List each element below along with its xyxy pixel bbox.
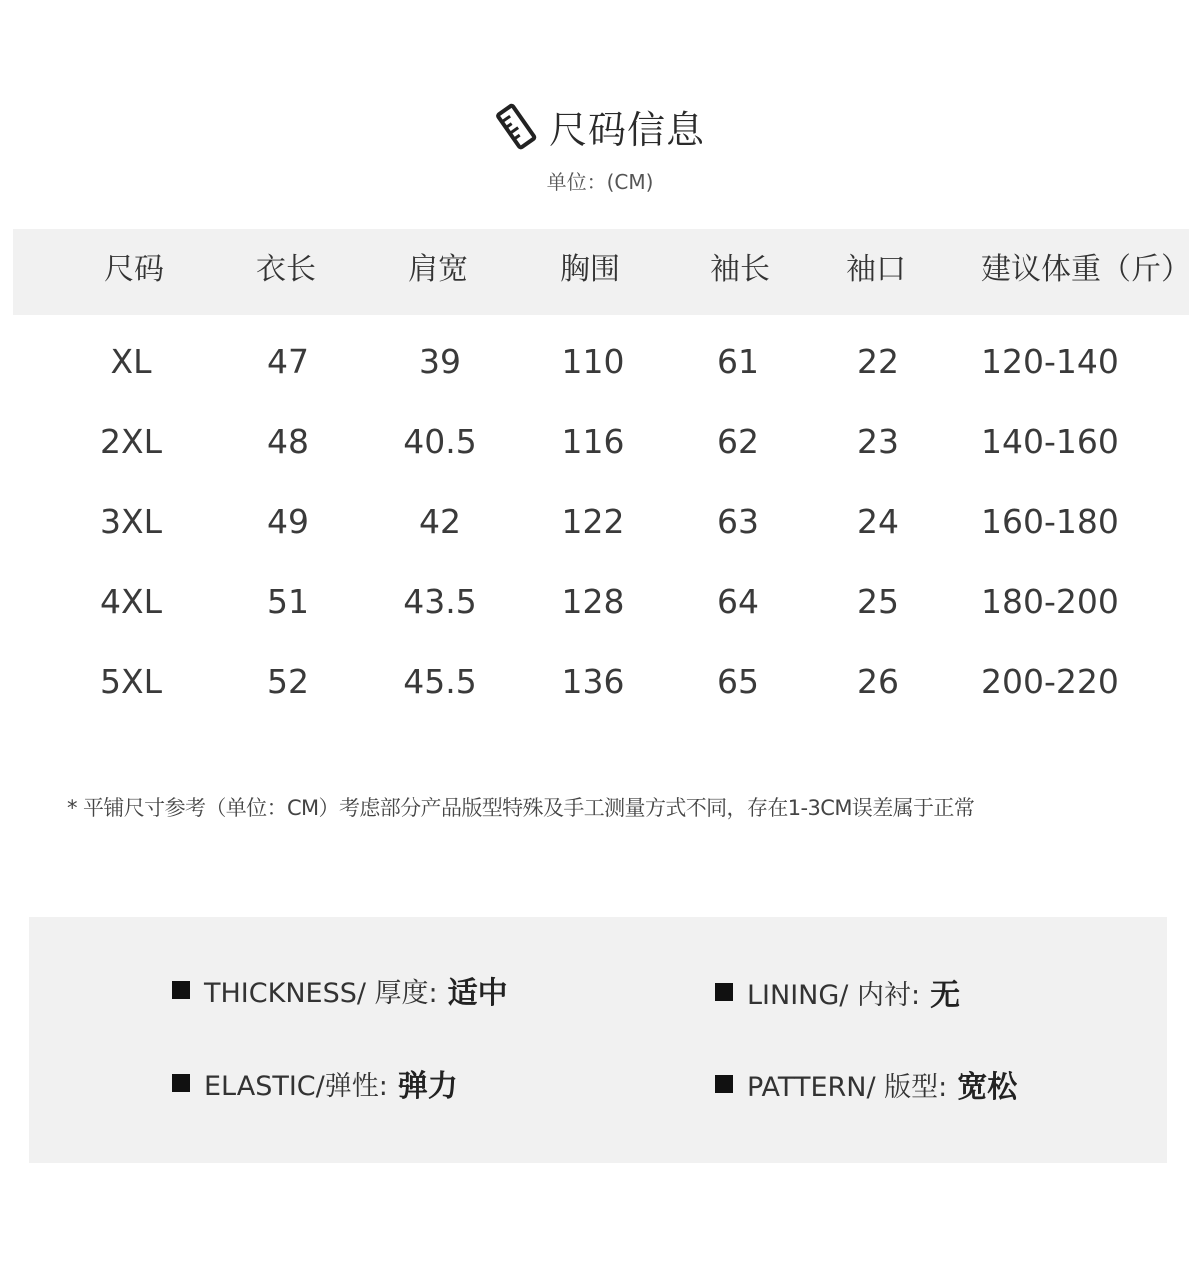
spec-lining: [715, 970, 960, 1014]
spec-elastic-value: 弹力: [397, 1069, 458, 1104]
page-title: 尺码信息: [548, 107, 705, 152]
table-cell: 116: [561, 422, 625, 461]
spec-pattern-label: PATTERN/ 版型:: [747, 1071, 948, 1103]
table-cell: 2XL: [100, 422, 162, 461]
table-cell: 160-180: [981, 502, 1119, 541]
table-cell: 3XL: [100, 502, 162, 541]
header-chest: 胸围: [560, 252, 620, 287]
table-cell: 120-140: [981, 342, 1119, 381]
table-cell: 61: [717, 342, 759, 381]
table-cell: 136: [561, 662, 625, 701]
table-cell: 49: [267, 502, 309, 541]
header-size: 尺码: [104, 252, 164, 287]
measurement-note: * 平铺尺寸参考（单位：CM）考虑部分产品版型特殊及手工测量方式不同，存在1-3CM误差属于正常: [67, 796, 975, 820]
spec-thickness-value: 适中: [447, 976, 508, 1011]
table-cell: 43.5: [403, 582, 477, 621]
spec-lining-value: 无: [930, 978, 961, 1013]
square-bullet-icon: [715, 983, 733, 1001]
table-cell: 63: [717, 502, 759, 541]
spec-pattern-value: 宽松: [957, 1070, 1018, 1105]
spec-lining-label: LINING/ 内衬:: [747, 979, 921, 1011]
table-cell: 52: [267, 662, 309, 701]
table-cell: 24: [857, 502, 899, 541]
header-sleeve: 袖长: [710, 252, 770, 287]
table-cell: 47: [267, 342, 309, 381]
table-cell: 40.5: [403, 422, 477, 461]
table-cell: 22: [857, 342, 899, 381]
square-bullet-icon: [172, 1074, 190, 1092]
table-cell: 4XL: [100, 582, 162, 621]
table-cell: 39: [419, 342, 461, 381]
table-cell: 180-200: [981, 582, 1119, 621]
table-cell: 128: [561, 582, 625, 621]
table-cell: 200-220: [981, 662, 1119, 701]
table-cell: 5XL: [100, 662, 162, 701]
square-bullet-icon: [715, 1075, 733, 1093]
table-cell: 65: [717, 662, 759, 701]
table-cell: 45.5: [403, 662, 477, 701]
spec-thickness: [172, 968, 508, 1012]
spec-panel: [29, 917, 1167, 1163]
table-cell: 110: [561, 342, 625, 381]
spec-pattern: [715, 1062, 1017, 1106]
table-cell: 26: [857, 662, 899, 701]
table-cell: 62: [717, 422, 759, 461]
table-cell: 122: [561, 502, 625, 541]
header-cuff: 袖口: [846, 252, 906, 287]
spec-elastic: [172, 1061, 458, 1105]
table-cell: 25: [857, 582, 899, 621]
header-weight: 建议体重（斤）: [981, 252, 1191, 287]
unit-label: 单位：(CM): [546, 170, 654, 194]
table-cell: 140-160: [981, 422, 1119, 461]
header-shoulder: 肩宽: [408, 252, 468, 287]
table-cell: 42: [419, 502, 461, 541]
table-cell: 64: [717, 582, 759, 621]
header-length: 衣长: [256, 252, 316, 287]
table-cell: XL: [110, 342, 152, 381]
title-row: [0, 96, 1200, 156]
ruler-icon: [495, 102, 539, 150]
spec-elastic-label: ELASTIC/弹性:: [204, 1070, 388, 1102]
table-cell: 23: [857, 422, 899, 461]
table-cell: 51: [267, 582, 309, 621]
square-bullet-icon: [172, 981, 190, 999]
spec-thickness-label: THICKNESS/ 厚度:: [204, 977, 438, 1009]
table-cell: 48: [267, 422, 309, 461]
